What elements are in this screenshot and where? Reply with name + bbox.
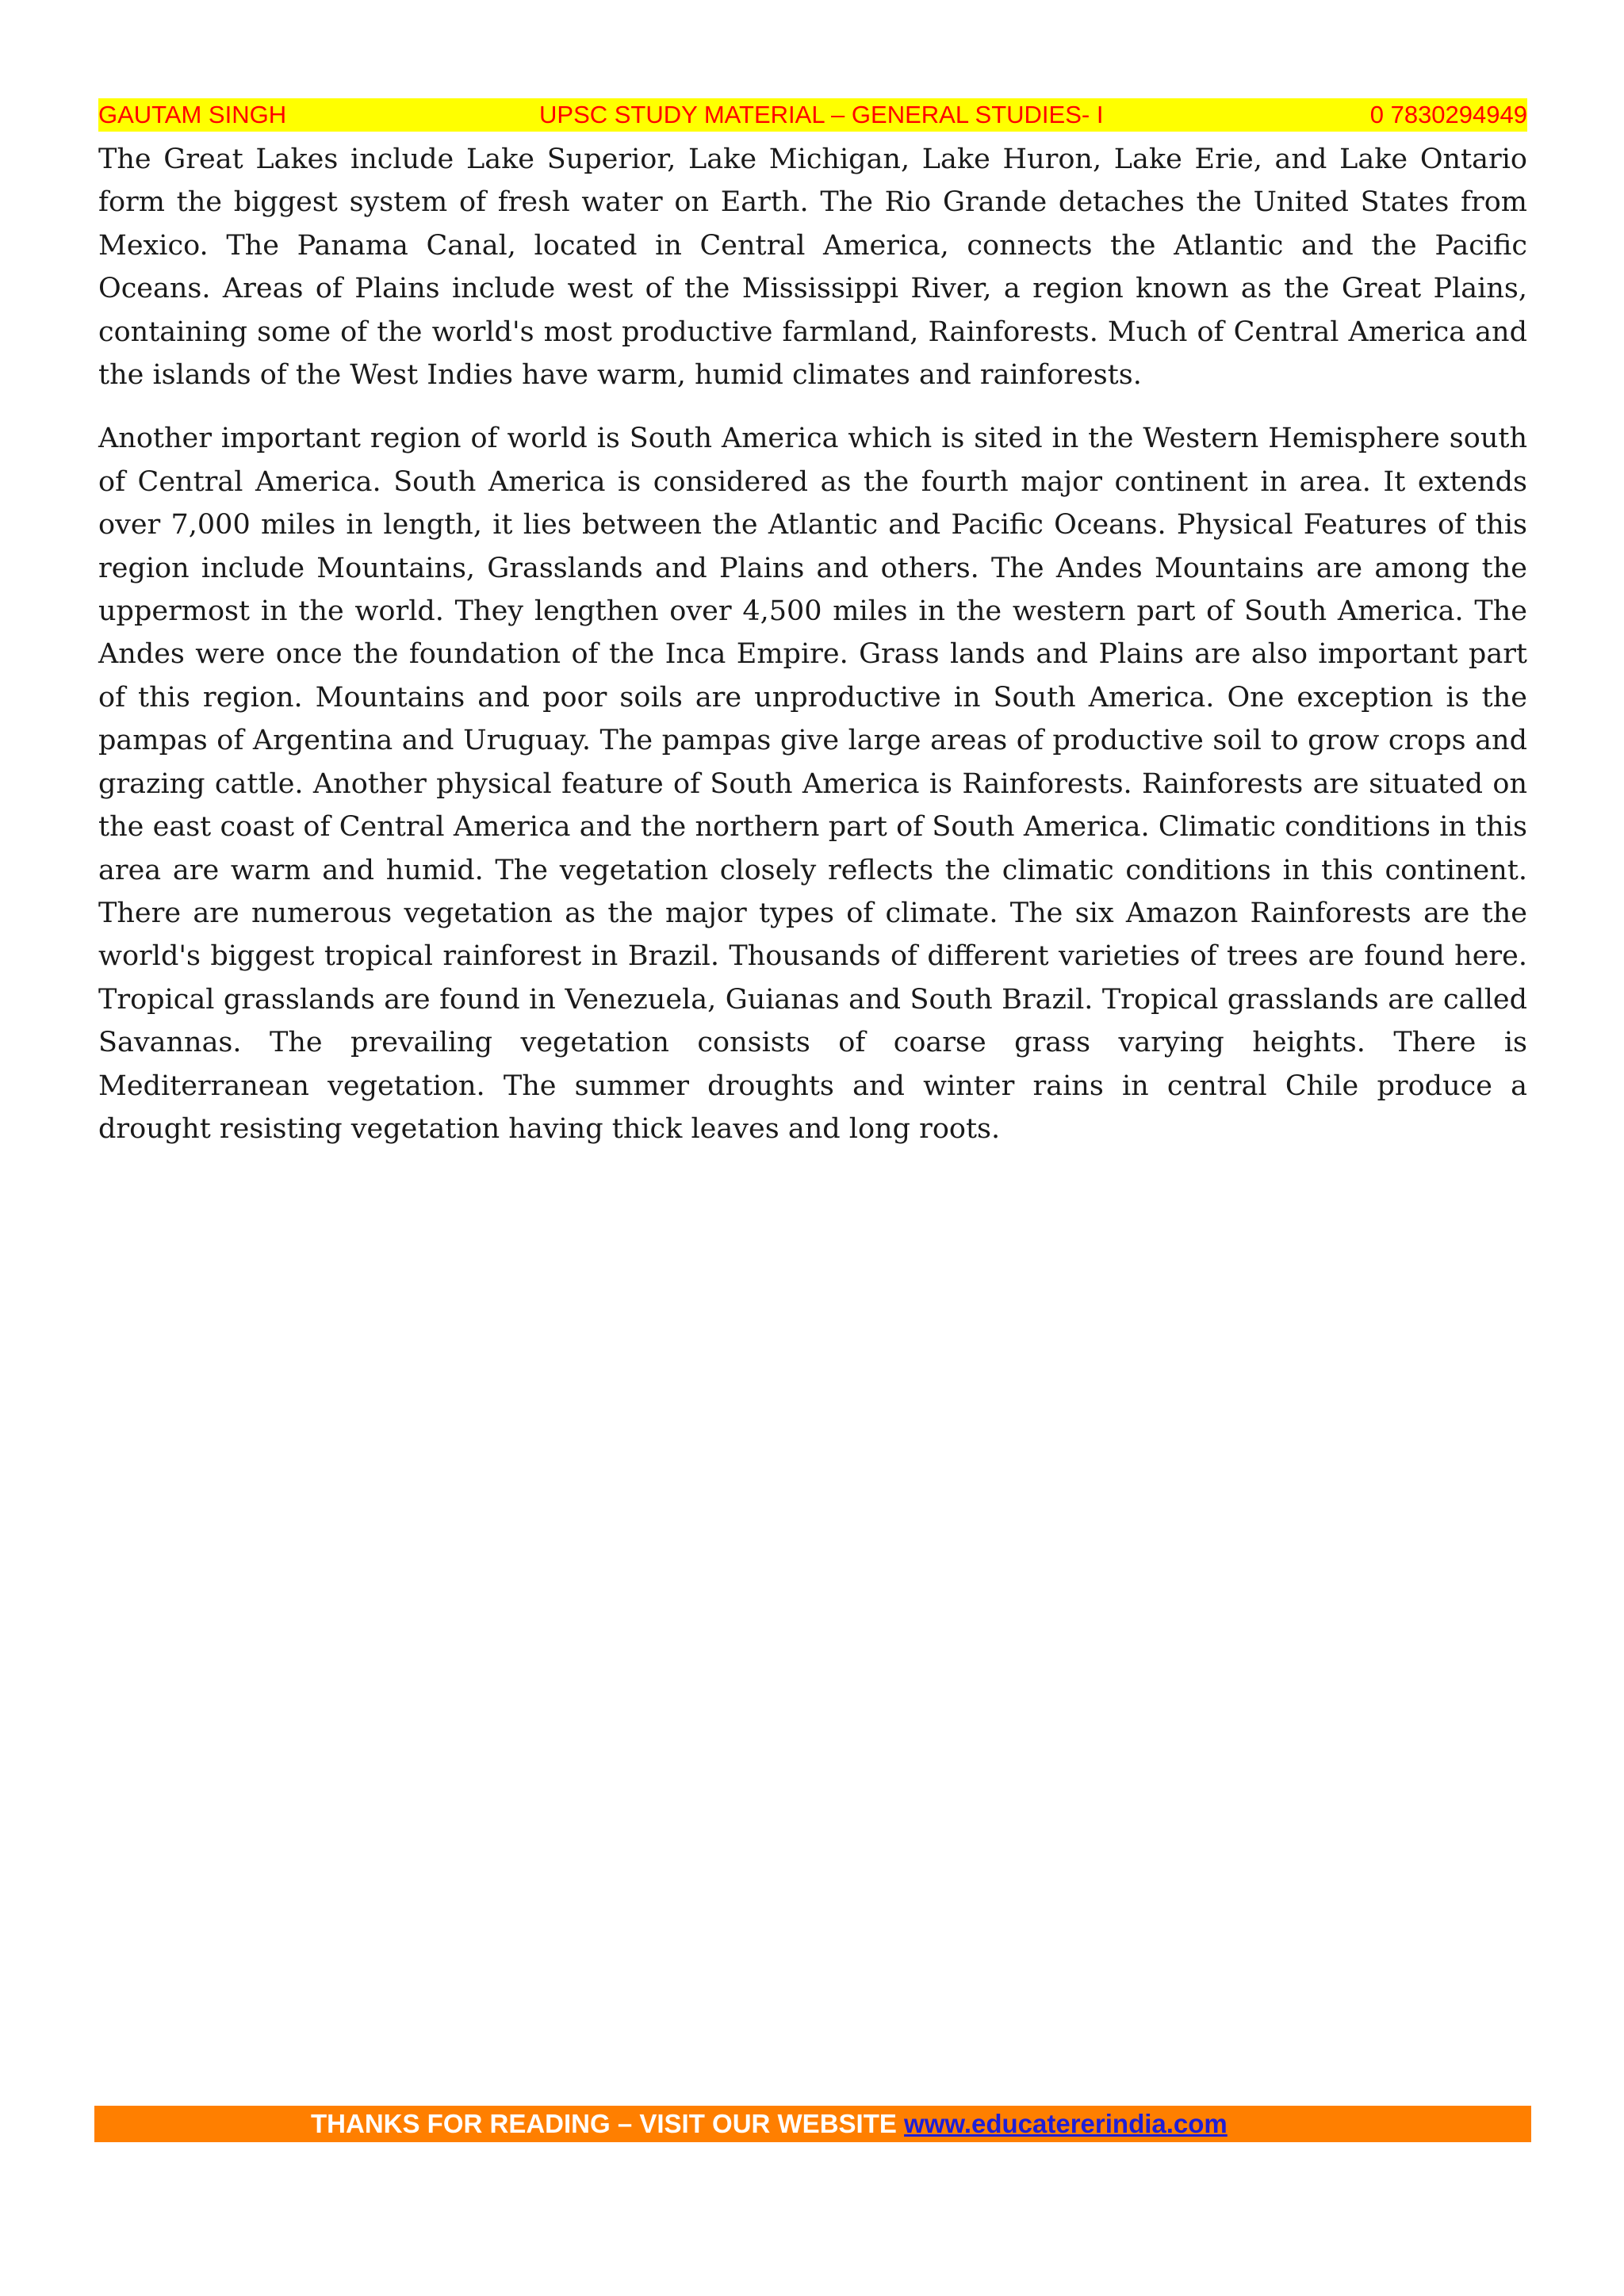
header-author: GAUTAM SINGH <box>98 101 287 128</box>
footer-content <box>311 2106 1228 2142</box>
page-footer <box>94 2106 1531 2142</box>
header-phone: 0 7830294949 <box>1369 101 1527 128</box>
website-link[interactable]: www.educatererindia.com <box>904 2109 1228 2138</box>
page-header <box>98 98 1527 132</box>
document-body <box>98 138 1527 1171</box>
paragraph: Another important region of world is South America which is sited in the Western Hemisphere south of Central America. South America is considered as the fourth major continent in area. It extends over 7,000 miles in length, it lies between the Atlantic and Pacific Oceans. Physical Features of this region include Mountains, Grasslands and Plains and others. The Andes Mountains are among the uppermost in the world. They lengthen over 4,500 miles in the western part of South America. The Andes were once the foundation of the Inca Empire. Grass lands and Plains are also important part of this region. Mountains and poor soils are unproductive in South America. One exception is the pampas of Argentina and Uruguay. The pampas give large areas of productive soil to grow crops and grazing cattle. Another physical feature of South America is Rainforests. Rainforests are situated on the east coast of Central America and the northern part of South America. Climatic conditions in this area are warm and humid. The vegetation closely reflects the climatic conditions in this continent. There are numerous vegetation as the major types of climate. The six Amazon Rainforests are the world's biggest tropical rainforest in Brazil. Thousands of different varieties of trees are found here. Tropical grasslands are found in Venezuela, Guianas and South Brazil. Tropical grasslands are called Savannas. The prevailing vegetation consists of coarse grass varying heights. There is Mediterranean vegetation. The summer droughts and winter rains in central Chile produce a drought resisting vegetation having thick leaves and long roots. <box>98 423 1527 1145</box>
paragraph: The Great Lakes include Lake Superior, Lake Michigan, Lake Huron, Lake Erie, and Lake Ontario form the biggest system of fresh water on Earth. The Rio Grande detaches the United States from Mexico. The Panama Canal, located in Central America, connects the Atlantic and the Pacific Oceans. Areas of Plains include west of the Mississippi River, a region known as the Great Plains, containing some of the world's most productive farmland, Rainforests. Much of Central America and the islands of the West Indies have warm, humid climates and rainforests. <box>98 144 1527 392</box>
footer-text: THANKS FOR READING – VISIT OUR WEBSITE <box>311 2109 905 2138</box>
header-title: UPSC STUDY MATERIAL – GENERAL STUDIES- I <box>539 101 1104 128</box>
